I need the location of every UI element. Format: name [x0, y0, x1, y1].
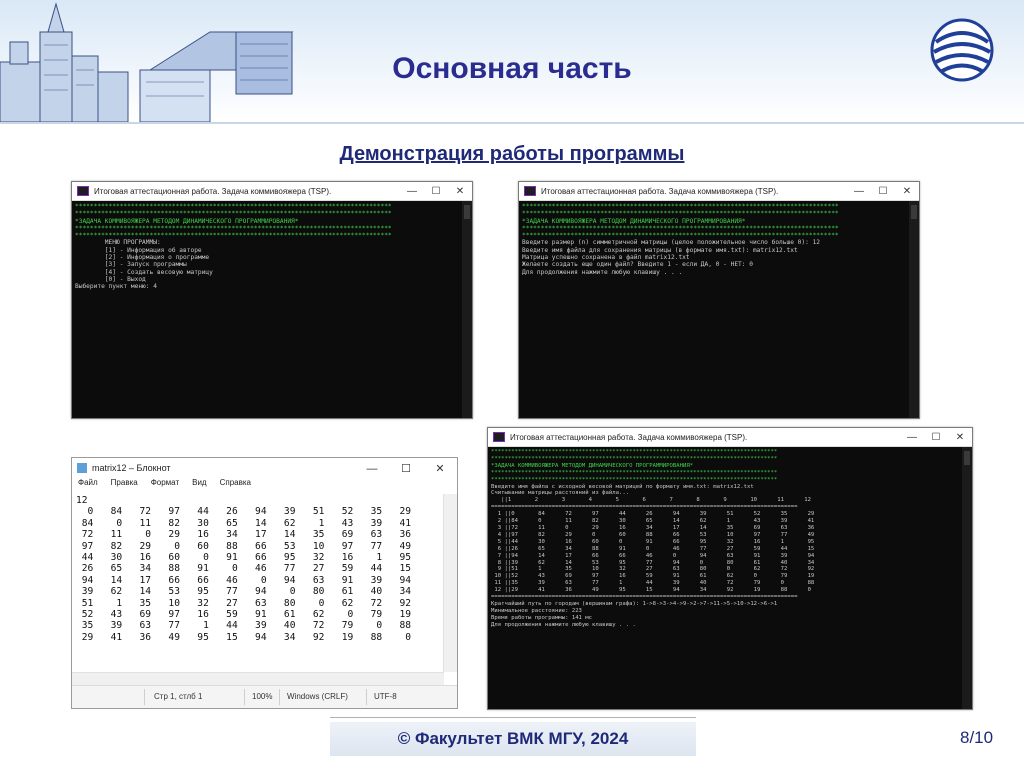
console-line: =========================================================================================== [491, 504, 798, 511]
window-title: Итоговая аттестационная работа. Задача коммивояжера (TSP). [510, 432, 748, 442]
console-line: ************************************************************************************* [522, 224, 839, 232]
console-app-icon [524, 186, 536, 196]
close-button[interactable]: ✕ [955, 431, 965, 443]
console-output [72, 201, 462, 418]
window-titlebar[interactable] [488, 428, 972, 447]
console-line: 3 ||72 11 0 29 16 34 17 14 35 69 63 36 [491, 524, 815, 531]
console-line: [4] - Создать весовую матрицу [75, 268, 213, 276]
footer-divider [330, 717, 696, 718]
minimize-button[interactable]: — [407, 185, 417, 197]
console-line: [0] - Выход [75, 275, 146, 283]
notepad-title: matrix12 – Блокнот [92, 463, 171, 473]
console-line: [1] - Информация об авторе [75, 246, 202, 254]
maximize-button[interactable]: ☐ [431, 185, 441, 197]
console-line: *ЗАДАЧА КОММИВОЯЖЕРА МЕТОДОМ ДИНАМИЧЕСКОГО ПРОГРАММИРОВАНИЯ* [522, 217, 746, 225]
console-line: ************************************************************************************* [491, 476, 778, 483]
notepad-statusbar [72, 685, 457, 708]
notepad-window[interactable] [71, 457, 458, 709]
console-line: 6 ||26 65 34 88 91 0 46 77 27 59 44 15 [491, 545, 815, 552]
console-line: 8 ||39 62 14 53 95 77 94 0 80 61 40 34 [491, 559, 815, 566]
console-line: 5 ||44 30 16 60 0 91 66 95 32 16 1 95 [491, 538, 815, 545]
status-line-endings: Windows (CRLF) [287, 692, 348, 701]
console-line: Введите имя файла для сохранения матрицы (в формате имя.txt): matrix12.txt [522, 246, 798, 254]
notepad-line: 52 43 69 97 16 59 91 61 62 0 79 19 [76, 609, 412, 621]
scrollbar-thumb[interactable] [911, 205, 917, 219]
console-line: Желаете создать еще один файл? Введите 1 - если ДА, 0 - НЕТ: 0 [522, 261, 753, 269]
close-button[interactable]: ✕ [902, 185, 912, 197]
notepad-line: 51 1 35 10 32 27 63 80 0 62 72 92 [76, 597, 412, 609]
console-window-menu[interactable] [71, 181, 473, 419]
console-line: =========================================================================================== [491, 594, 798, 601]
scrollbar-thumb[interactable] [964, 451, 970, 465]
console-line: Время работы программы: 141 мс [491, 614, 593, 621]
console-line: [3] - Запуск программы [75, 261, 187, 269]
menu-file[interactable]: Файл [78, 478, 98, 487]
notepad-line: 97 82 29 0 60 88 66 53 10 97 77 49 [76, 540, 412, 552]
console-line: Для продолжения нажмите любую клавишу . . . [522, 268, 683, 276]
console-line: ************************************************************************************* [491, 455, 778, 462]
console-output [519, 201, 909, 418]
scrollbar-thumb[interactable] [464, 205, 470, 219]
console-line: Считывание матрицы расстояний из файла... [491, 490, 630, 497]
console-line: Выберите пункт меню: 4 [75, 283, 157, 291]
console-line: Введите размер (n) симметричной матрицы (целое положительное число больше 0): 12 [522, 239, 821, 247]
vertical-scrollbar[interactable] [962, 447, 972, 709]
console-line: 9 ||51 1 35 10 32 27 63 80 0 62 72 92 [491, 566, 815, 573]
console-line: *ЗАДАЧА КОММИВОЯЖЕРА МЕТОДОМ ДИНАМИЧЕСКОГО ПРОГРАММИРОВАНИЯ* [491, 462, 694, 469]
console-line: 12 ||29 41 36 49 95 15 94 34 92 19 88 0 [491, 587, 811, 594]
window-titlebar[interactable] [72, 182, 472, 201]
console-line: Матрица успешно сохранена в файл matrix12.txt [522, 254, 690, 262]
menu-view[interactable]: Вид [192, 478, 207, 487]
minimize-button[interactable]: — [854, 185, 864, 197]
slide-subtitle [0, 143, 1024, 166]
window-title: Итоговая аттестационная работа. Задача коммивояжера (TSP). [541, 186, 779, 196]
console-line: ************************************************************************************* [75, 203, 392, 210]
maximize-button[interactable]: ☐ [401, 462, 411, 475]
minimize-button[interactable]: — [366, 462, 378, 475]
maximize-button[interactable]: ☐ [878, 185, 888, 197]
slide-title: Основная часть [392, 52, 632, 85]
vertical-scrollbar[interactable] [909, 201, 919, 418]
console-app-icon [493, 432, 505, 442]
console-window-solve[interactable] [487, 427, 973, 710]
notepad-line: 44 30 16 60 0 91 66 95 32 16 1 95 [76, 552, 412, 564]
notepad-line: 72 11 0 29 16 34 17 14 35 69 63 36 [76, 529, 412, 541]
notepad-line: 94 14 17 66 66 46 0 94 63 91 39 94 [76, 574, 412, 586]
console-line: 10 ||52 43 69 97 16 59 91 61 62 0 79 19 [491, 573, 815, 580]
status-position: Стр 1, стлб 1 [154, 692, 203, 701]
notepad-line: 29 41 36 49 95 15 94 34 92 19 88 0 [76, 631, 412, 643]
console-output [488, 447, 962, 709]
console-line: 1 ||0 84 72 97 44 26 94 39 51 52 35 29 [491, 511, 815, 518]
console-line: Введите имя файла с исходной весовой матрицей по формату имя.txt: matrix12.txt [491, 483, 754, 490]
notepad-line: 26 65 34 88 91 0 46 77 27 59 44 15 [76, 563, 412, 575]
console-line: *ЗАДАЧА КОММИВОЯЖЕРА МЕТОДОМ ДИНАМИЧЕСКОГО ПРОГРАММИРОВАНИЯ* [75, 217, 299, 225]
console-line: ************************************************************************************* [522, 203, 839, 210]
horizontal-scrollbar[interactable] [72, 672, 444, 685]
vertical-scrollbar[interactable] [443, 494, 457, 672]
close-button[interactable]: ✕ [435, 462, 445, 475]
notepad-line: 84 0 11 82 30 65 14 62 1 43 39 41 [76, 517, 412, 529]
notepad-line: 35 39 63 77 1 44 39 40 72 79 0 88 [76, 620, 412, 632]
console-line: 7 ||94 14 17 66 66 46 0 94 63 91 39 94 [491, 552, 815, 559]
status-zoom: 100% [252, 692, 273, 701]
window-title: Итоговая аттестационная работа. Задача коммивояжера (TSP). [94, 186, 332, 196]
notepad-app-icon [77, 463, 87, 473]
notepad-titlebar[interactable] [72, 458, 457, 478]
notepad-text-area[interactable] [76, 495, 442, 671]
console-line: 11 ||35 39 63 77 1 44 39 40 72 79 0 88 [491, 580, 815, 587]
header-divider [0, 122, 1024, 124]
console-line: ************************************************************************************* [75, 224, 392, 232]
menu-help[interactable]: Справка [219, 478, 251, 487]
console-line: 4 ||97 82 29 0 60 88 66 53 10 97 77 49 [491, 531, 815, 538]
console-line: ************************************************************************************* [522, 210, 839, 218]
console-line: ************************************************************************************* [491, 449, 778, 455]
menu-edit[interactable]: Правка [110, 478, 138, 487]
vertical-scrollbar[interactable] [462, 201, 472, 418]
slide-footer: © Факультет ВМК МГУ, 2024 [330, 722, 696, 756]
window-titlebar[interactable] [519, 182, 919, 201]
page-number: 8/10 [960, 728, 994, 747]
console-line: МЕНЮ ПРОГРАММЫ: [75, 239, 161, 247]
console-line: Для продолжения нажмите любую клавишу . . . [491, 621, 636, 628]
menu-format[interactable]: Формат [150, 478, 180, 487]
cmc-logo-icon [930, 18, 994, 82]
notepad-menubar [72, 478, 457, 492]
maximize-button[interactable]: ☐ [931, 431, 941, 443]
subtitle-text: Демонстрация работы программы [339, 143, 685, 165]
console-line: ************************************************************************************* [522, 232, 839, 240]
console-line: ************************************************************************************* [75, 232, 392, 240]
notepad-line: 39 62 14 53 95 77 94 0 80 61 40 34 [76, 586, 412, 598]
status-encoding: UTF-8 [374, 692, 397, 701]
console-line: [2] - Информация о программе [75, 254, 210, 262]
console-app-icon [77, 186, 89, 196]
minimize-button[interactable]: — [907, 431, 917, 443]
console-line: 2 ||84 0 11 82 30 65 14 62 1 43 39 41 [491, 518, 815, 525]
console-line: Минимальное расстояние: 223 [491, 607, 582, 614]
console-line: ||1 2 3 4 5 6 7 8 9 10 11 12 [491, 497, 811, 504]
console-line: Кратчайший путь по городам (вершинам графа): 1->8->3->4->9->2->7->11->5->10->12->6->1 [491, 600, 778, 607]
console-line: ************************************************************************************* [491, 469, 778, 476]
close-button[interactable]: ✕ [455, 185, 465, 197]
notepad-line: 0 84 72 97 44 26 94 39 51 52 35 29 [76, 506, 412, 518]
notepad-line: 12 [76, 495, 88, 506]
console-window-create-matrix[interactable] [518, 181, 920, 419]
console-line: ************************************************************************************* [75, 210, 392, 218]
